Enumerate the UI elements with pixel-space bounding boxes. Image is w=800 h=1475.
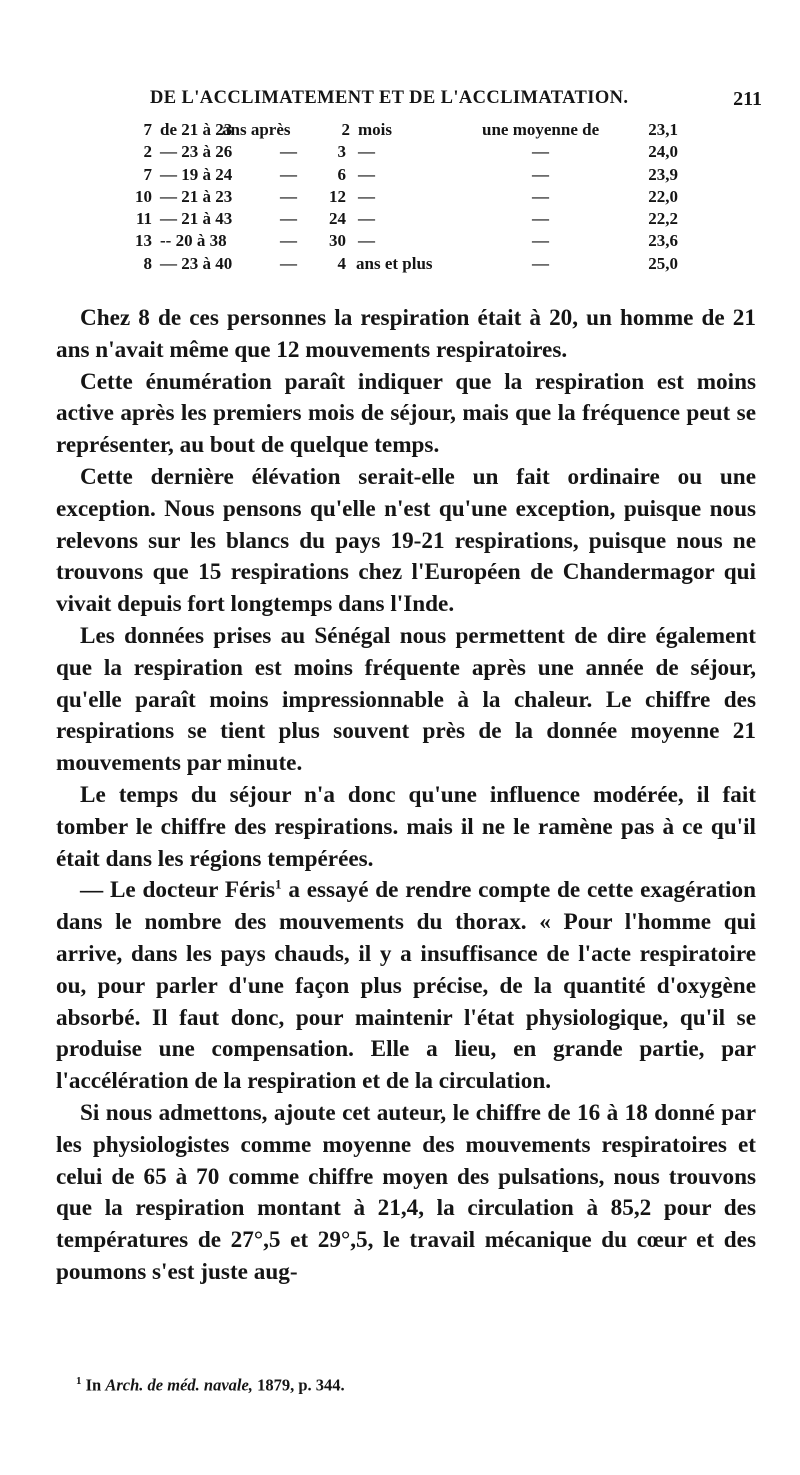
row-after: ans après xyxy=(222,120,291,139)
table-row xyxy=(100,231,740,253)
running-header xyxy=(150,88,762,116)
paragraph-text: a essayé de rendre compte de cette exagération dans le nombre des mouvements du thorax. « Pour l'homme qui arrive, dans les pays chauds, il y a insuffisance de l'acte respiratoire ou, pour parler d'une façon plus précise, de la quantité d'oxygène absorbé. Il faut donc, pour maintenir l'état physiologique, qu'il se produise une compensation. Elle a lieu, en grande partie, par l'accélération de la respiration et de la circulation. xyxy=(56,877,756,1095)
paragraph: Cette dernière élévation serait-elle un fait ordinaire ou une exception. Nous pensons qu'elle n'est qu'une exception, puisque nous relevons sur les blancs du pays 19-21 respirations, puisque nous ne trouvons que 15 respirations chez l'Européen de Chandermagor qui vivait depuis fort longtemps dans l'Inde. xyxy=(56,463,756,618)
footnote-reference: 1 xyxy=(275,876,282,892)
row-after: — xyxy=(280,231,297,251)
row-duration: 24 xyxy=(329,209,346,229)
footnote-suffix: 1879, p. 344. xyxy=(257,1375,345,1395)
row-unit: — xyxy=(358,209,375,229)
table-row xyxy=(100,209,740,231)
footnote-mark: 1 xyxy=(76,1375,82,1387)
row-age-range: de 21 à 23 xyxy=(160,120,233,139)
row-unit: — xyxy=(358,186,375,206)
paragraph: Chez 8 de ces personnes la respiration était à 20, un homme de 21 ans n'avait même que 12 mouvements respiratoires. xyxy=(56,305,756,363)
row-duration: 3 xyxy=(337,142,346,162)
row-duration: 12 xyxy=(329,186,346,206)
row-ditto: — xyxy=(532,164,549,184)
row-ditto: — xyxy=(532,186,549,206)
row-ditto: — xyxy=(532,253,549,273)
table-row xyxy=(100,254,740,276)
table-row xyxy=(100,187,740,209)
row-count: 7 xyxy=(143,120,152,139)
row-ditto: — xyxy=(532,142,549,162)
row-count: 2 xyxy=(143,142,152,162)
row-value: 23,6 xyxy=(648,231,678,251)
row-after: — xyxy=(280,209,297,229)
row-count: 10 xyxy=(135,186,152,206)
footnote xyxy=(76,1375,345,1396)
row-after: — xyxy=(280,142,297,162)
table-row xyxy=(100,120,740,142)
footnote-prefix: In xyxy=(85,1375,102,1395)
page-number: 211 xyxy=(733,88,762,110)
table-row xyxy=(100,142,740,164)
row-value: 23,9 xyxy=(648,164,678,184)
table-row xyxy=(100,165,740,187)
row-age-range: — 23 à 26 xyxy=(160,142,233,162)
row-count: 13 xyxy=(135,231,152,251)
row-after: — xyxy=(280,164,297,184)
row-value: 23,1 xyxy=(648,120,678,139)
row-age-range: — 19 à 24 xyxy=(160,164,233,184)
row-after: — xyxy=(280,253,297,273)
row-value: 22,0 xyxy=(648,186,678,206)
paragraph: Le temps du séjour n'a donc qu'une influence modérée, il fait tomber le chiffre des respirations. mais il ne le ramène pas à ce qu'il était dans les régions tempérées. xyxy=(56,781,756,872)
row-age-range: -- 20 à 38 xyxy=(160,231,227,251)
row-duration: 6 xyxy=(337,164,346,184)
respiration-table xyxy=(100,120,740,276)
row-ditto: — xyxy=(532,209,549,229)
row-duration: 30 xyxy=(329,231,346,251)
row-count: 7 xyxy=(143,164,152,184)
paragraph: Cette énumération paraît indiquer que la respiration est moins active après les premiers mois de séjour, mais que la fréquence peut se représenter, au bout de quelque temps. xyxy=(56,368,756,459)
row-mean-label: une moyenne de xyxy=(482,120,600,139)
row-value: 22,2 xyxy=(648,209,678,229)
row-ditto: — xyxy=(532,231,549,251)
row-unit: ans et plus xyxy=(356,253,433,273)
row-age-range: — 21 à 23 xyxy=(160,186,233,206)
row-unit: — xyxy=(358,164,375,184)
row-unit: — xyxy=(358,142,375,162)
row-duration: 4 xyxy=(337,253,346,273)
paragraph-text: — Le docteur Féris xyxy=(80,877,276,904)
row-count: 11 xyxy=(135,209,152,229)
row-value: 24,0 xyxy=(648,142,678,162)
footnote-source: Arch. de méd. navale, xyxy=(105,1375,253,1395)
body-text xyxy=(56,303,756,1289)
row-age-range: — 21 à 43 xyxy=(160,209,233,229)
row-count: 8 xyxy=(143,253,152,273)
row-unit: mois xyxy=(358,120,392,139)
row-after: — xyxy=(280,186,297,206)
row-unit: — xyxy=(358,231,375,251)
paragraph: Les données prises au Sénégal nous permettent de dire également que la respiration est moins fréquente après une année de séjour, qu'elle paraît moins impressionnable à la chaleur. Le chiffre des respirations se tient plus souvent près de la donnée moyenne 21 mouvements par minute. xyxy=(56,622,756,777)
running-title: DE L'ACCLIMATEMENT ET DE L'ACCLIMATATION. xyxy=(150,88,629,108)
row-value: 25,0 xyxy=(648,253,678,273)
row-age-range: — 23 à 40 xyxy=(160,253,233,273)
paragraph: Si nous admettons, ajoute cet auteur, le chiffre de 16 à 18 donné par les physiologistes comme moyenne des mouvements respiratoires et celui de 65 à 70 comme chiffre moyen des pulsations, nous trouvons que la respiration montant à 21,4, la circulation à 85,2 pour des températures de 27°,5 et 29°,5, le travail mécanique du cœur et des poumons s'est juste aug- xyxy=(56,1099,756,1285)
row-duration: 2 xyxy=(341,120,350,139)
paragraph xyxy=(56,875,756,1098)
